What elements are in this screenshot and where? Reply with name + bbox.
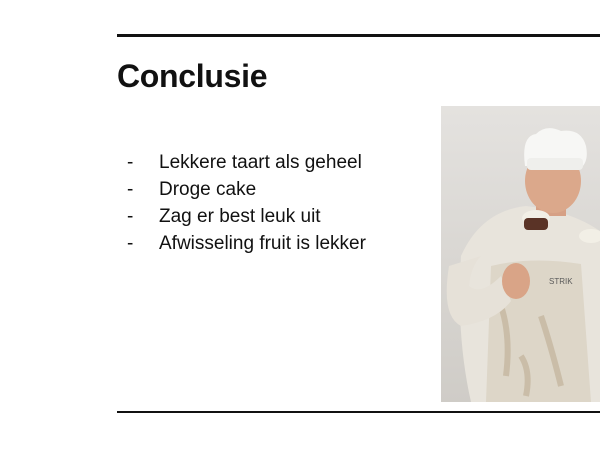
top-divider — [117, 34, 600, 37]
list-item: - Zag er best leuk uit — [127, 206, 321, 227]
list-item: - Afwisseling fruit is lekker — [127, 233, 366, 254]
apron-text: STRIK — [549, 277, 573, 286]
list-item: - Droge cake — [127, 179, 257, 200]
slide-title: Conclusie — [117, 58, 268, 94]
list-item: - Lekkere taart als geheel — [127, 152, 362, 173]
bottom-divider — [117, 411, 600, 413]
bullet-list — [127, 149, 366, 257]
baker-photo — [441, 106, 600, 402]
